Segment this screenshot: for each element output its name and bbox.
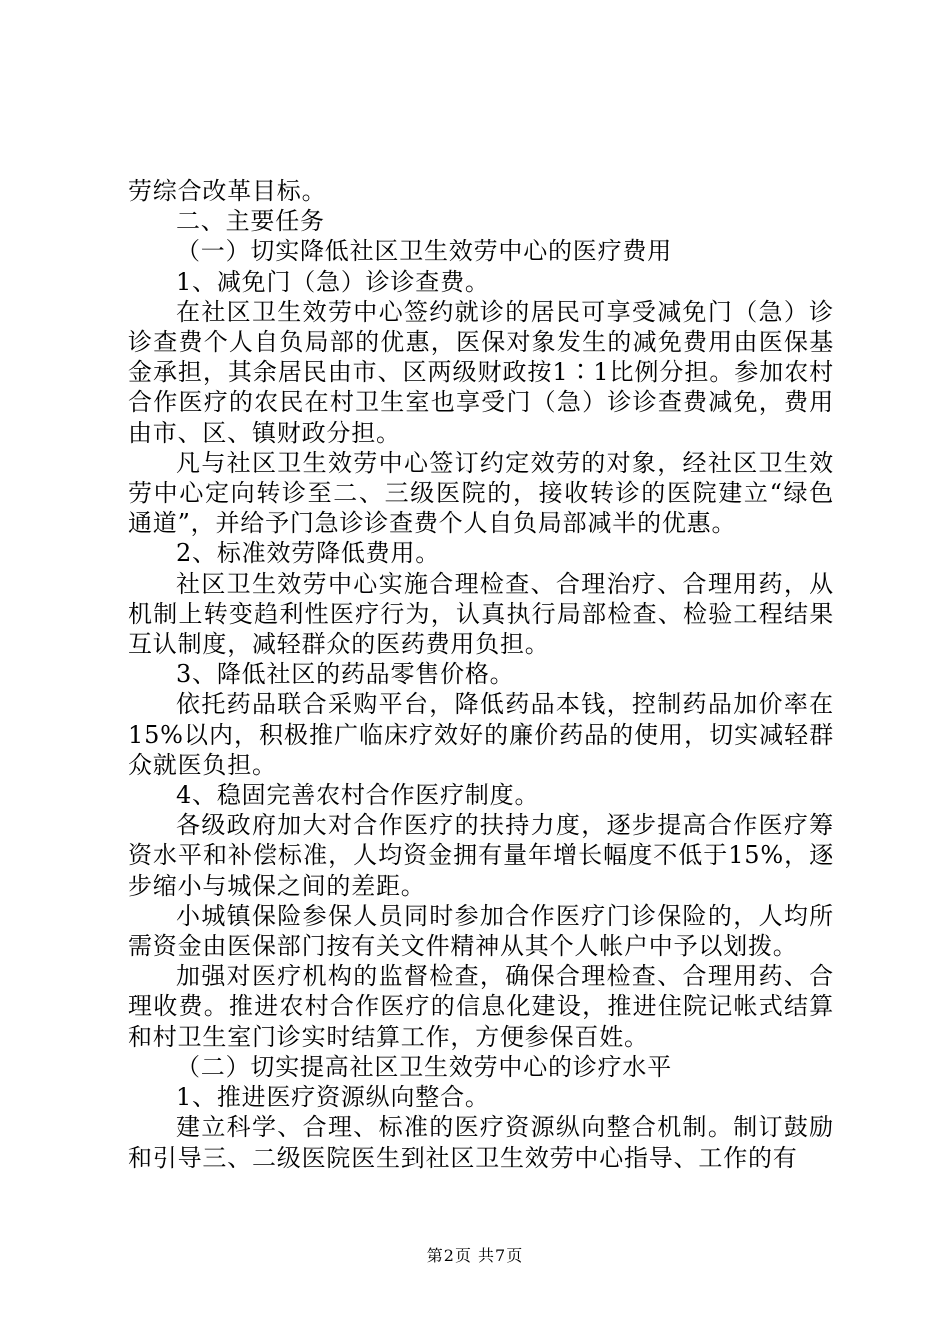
- page-number-footer: 第2页 共7页: [426, 1246, 524, 1265]
- paragraph: 凡与社区卫生效劳中心签订约定效劳的对象，经社区卫生效劳中心定向转诊至二、三级医院的，接收转诊的医院建立“绿色通道”，并给予门急诊诊查费个人自负局部减半的优惠。: [128, 448, 834, 538]
- paragraph: 社区卫生效劳中心实施合理检查、合理治疗、合理用药，从机制上转变趋利性医疗行为，认真执行局部检查、检验工程结果互认制度，减轻群众的医药费用负担。: [128, 569, 834, 659]
- subsection-heading: （二）切实提高社区卫生效劳中心的诊疗水平: [176, 1052, 672, 1081]
- paragraph: 建立科学、合理、标准的医疗资源纵向整合机制。制订鼓励和引导三、二级医院医生到社区卫生效劳中心指导、工作的有: [128, 1113, 834, 1172]
- paragraph: 小城镇保险参保人员同时参加合作医疗门诊保险的，人均所需资金由医保部门按有关文件精神从其个人帐户中予以划拨。: [128, 901, 834, 961]
- item-heading: 4、稳固完善农村合作医疗制度。: [176, 781, 540, 810]
- item-heading: 3、降低社区的药品零售价格。: [176, 660, 515, 689]
- document-body: [128, 176, 834, 1173]
- paragraph: 各级政府加大对合作医疗的扶持力度，逐步提高合作医疗筹资水平和补偿标准，人均资金拥有量年增长幅度不低于15%，逐步缩小与城保之间的差距。: [128, 811, 834, 900]
- subsection-heading: （一）切实降低社区卫生效劳中心的医疗费用: [176, 237, 672, 266]
- paragraph: 劳综合改革目标。: [128, 177, 327, 205]
- paragraph: 依托药品联合采购平台，降低药品本钱，控制药品加价率在15%以内，积极推广临床疗效好的廉价药品的使用，切实减轻群众就医负担。: [128, 690, 834, 779]
- paragraph: 加强对医疗机构的监督检查，确保合理检查、合理用药、合理收费。推进农村合作医疗的信息化建设，推进住院记帐式结算和村卫生室门诊实时结算工作，方便参保百姓。: [128, 962, 834, 1051]
- paragraph: 在社区卫生效劳中心签约就诊的居民可享受减免门（急）诊诊查费个人自负局部的优惠，医保对象发生的减免费用由医保基金承担，其余居民由市、区两级财政按1∶1比例分担。参加农村合作医疗的农民在村卫生室也享受门（急）诊诊查费减免，费用由市、区、镇财政分担。: [128, 297, 834, 447]
- section-heading: 二、主要任务: [176, 207, 325, 236]
- item-heading: 2、标准效劳降低费用。: [176, 539, 441, 568]
- item-heading: 1、减免门（急）诊诊查费。: [176, 267, 490, 296]
- item-heading: 1、推进医疗资源纵向整合。: [176, 1083, 490, 1112]
